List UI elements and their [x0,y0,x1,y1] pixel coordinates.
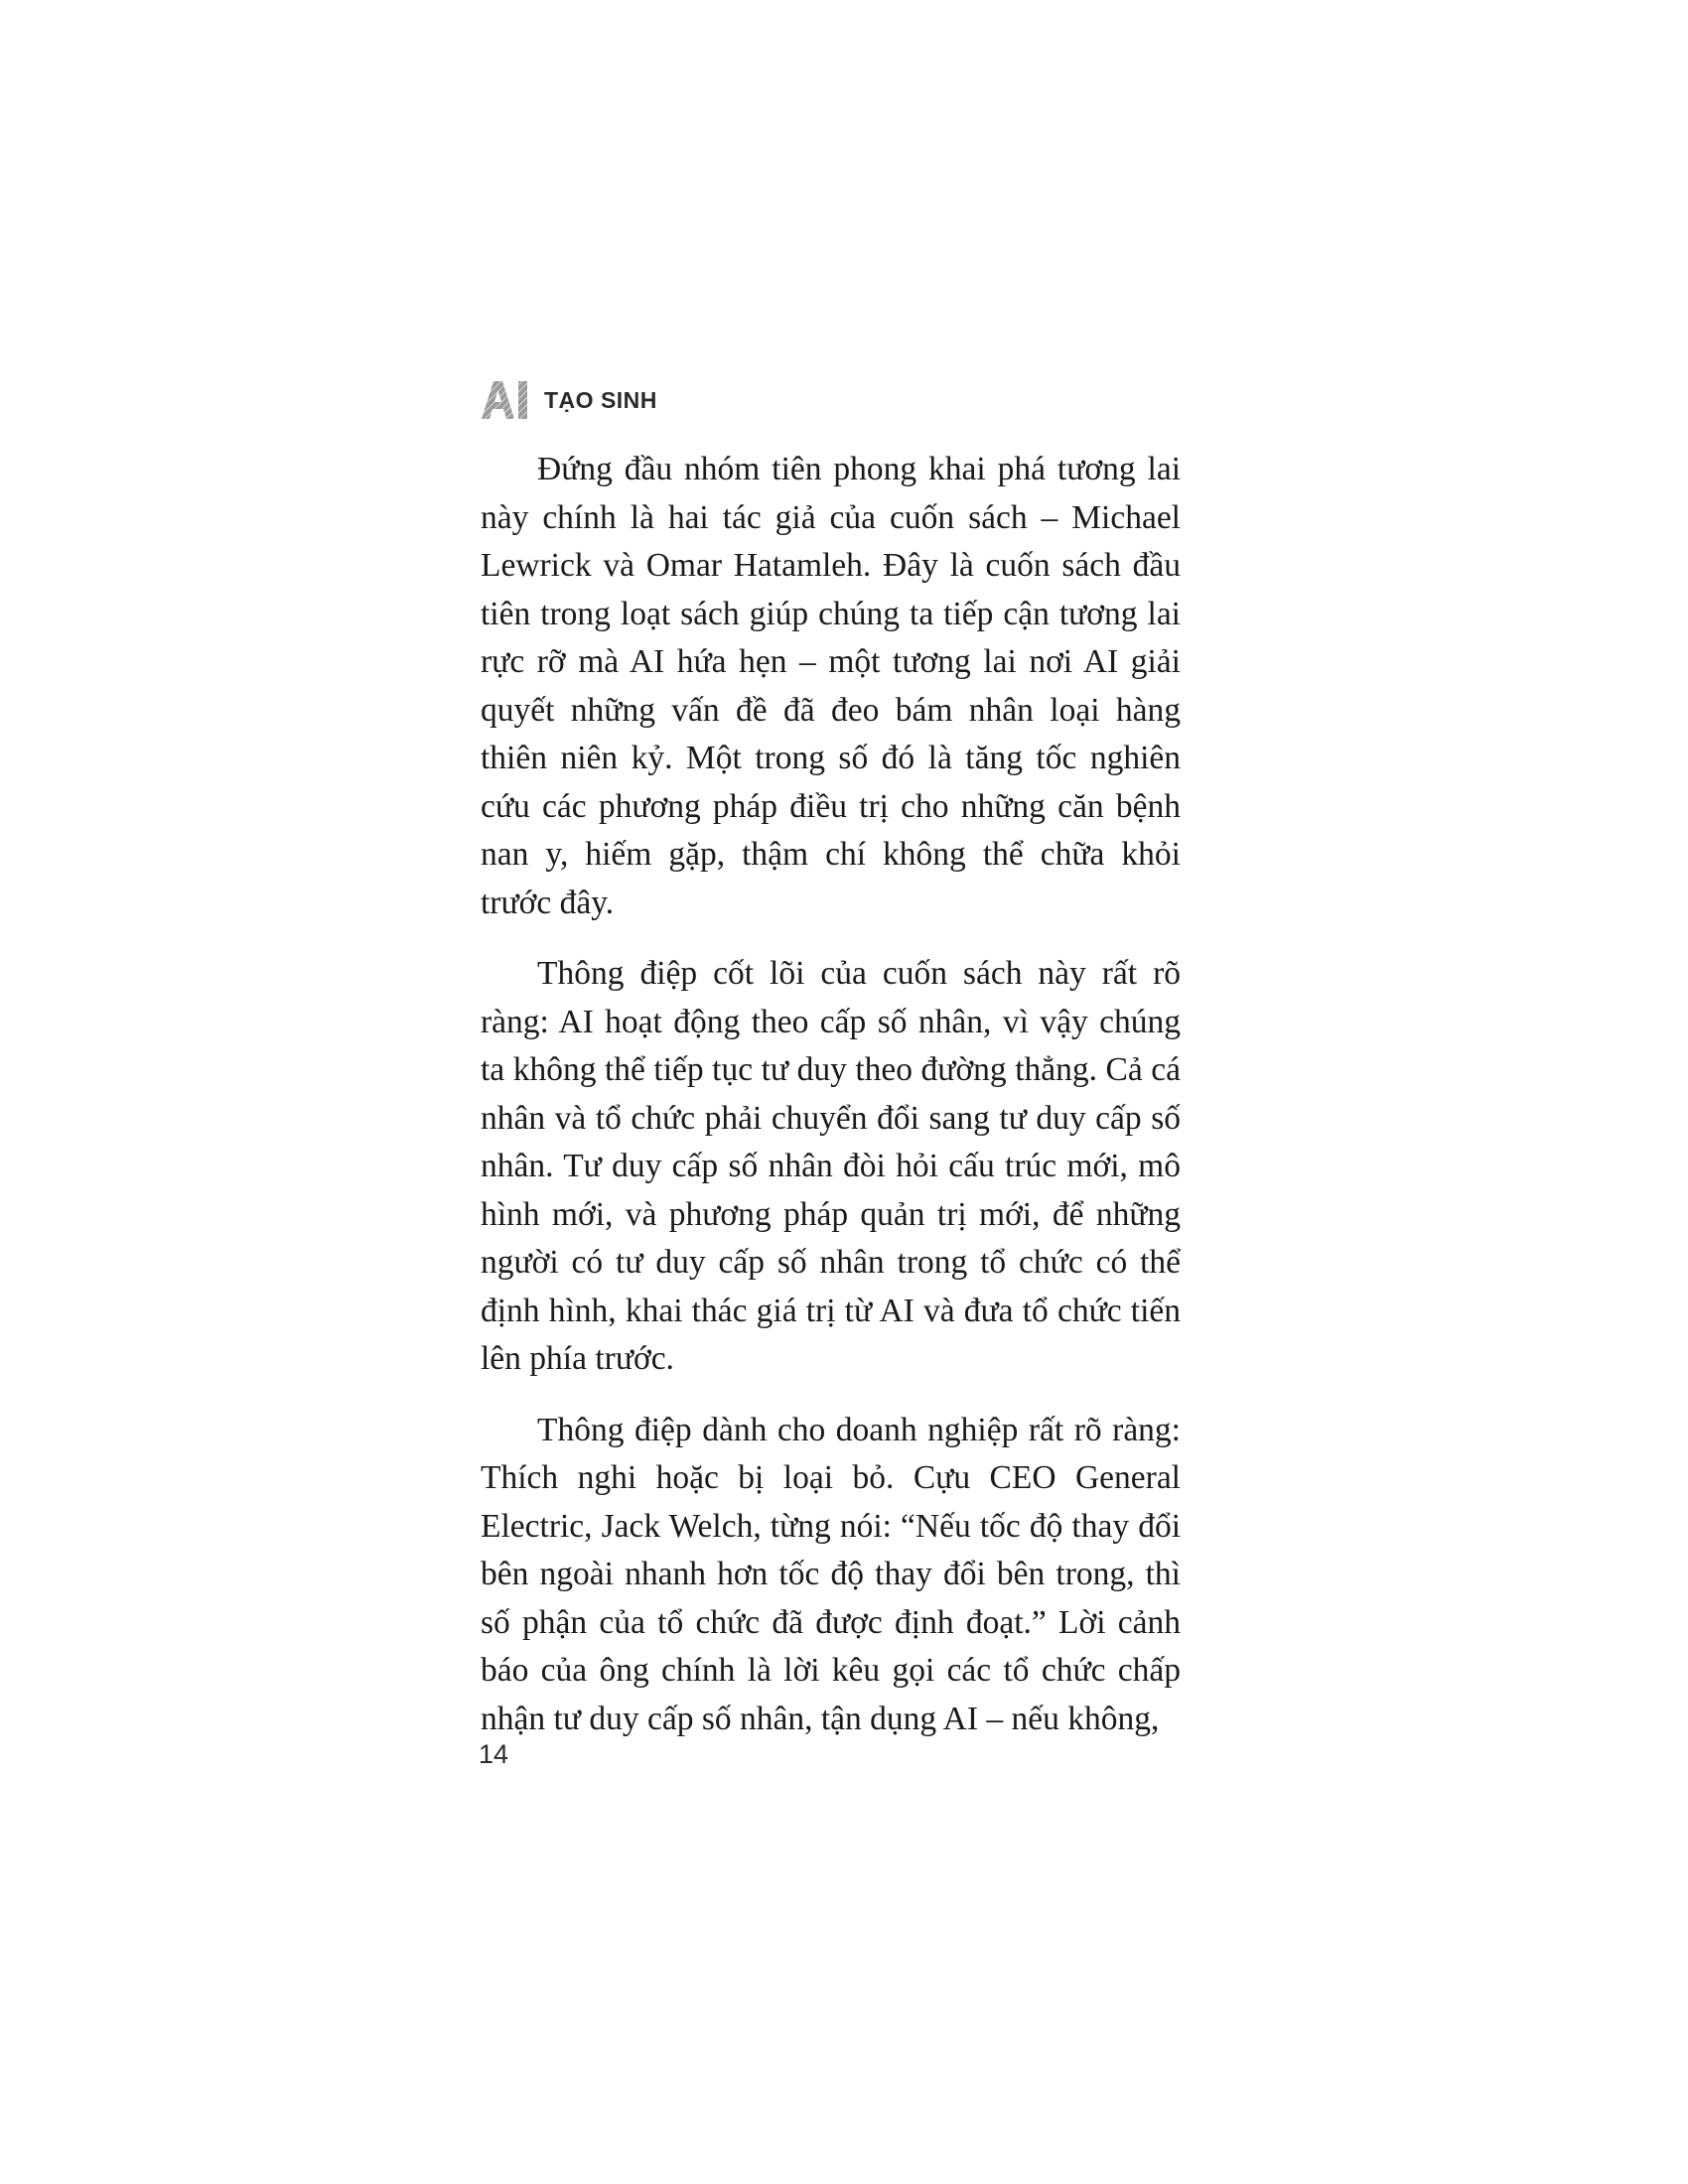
paragraph-1: Đứng đầu nhóm tiên phong khai phá tương lai này chính là hai tác giả của cuốn sách – Michael Lewrick và Omar Hatamleh. Đây là cuốn sách đầu tiên trong loạt sách giúp chúng ta tiếp cận tương lai rực rỡ mà AI hứa hẹn – một tương lai nơi AI giải quyết những vấn đề đã đeo bám nhân loại hàng thiên niên kỷ. Một trong số đó là tăng tốc nghiên cứu các phương pháp điều trị cho những căn bệnh nan y, hiếm gặp, thậm chí không thể chữa khỏi trước đây. [481,451,1181,921]
section-title: TẠO SINH [544,386,657,413]
paragraph-2: Thông điệp cốt lõi của cuốn sách này rất rõ ràng: AI hoạt động theo cấp số nhân, vì vậy chúng ta không thể tiếp tục tư duy theo đường thẳng. Cả cá nhân và tổ chức phải chuyển đổi sang tư duy cấp số nhân. Tư duy cấp số nhân đòi hỏi cấu trúc mới, mô hình mới, và phương pháp quản trị mới, để những người có tư duy cấp số nhân trong tổ chức có thể định hình, khai thác giá trị từ AI và đưa tổ chức tiến lên phía trước. [481,955,1181,1377]
ai-logo-icon [481,380,530,420]
running-head [481,377,657,423]
paragraph-3: Thông điệp dành cho doanh nghiệp rất rõ ràng: Thích nghi hoặc bị loại bỏ. Cựu CEO General Electric, Jack Welch, từng nói: “Nếu tốc độ thay đổi bên ngoài nhanh hơn tốc độ thay đổi bên trong, thì số phận của tổ chức đã được định đoạt.” Lời cảnh báo của ông chính là lời kêu gọi các tổ chức chấp nhận tư duy cấp số nhân, tận dụng AI – nếu không, [481,1411,1181,1737]
page-number: 14 [479,1739,509,1769]
body-text [481,446,1181,1766]
